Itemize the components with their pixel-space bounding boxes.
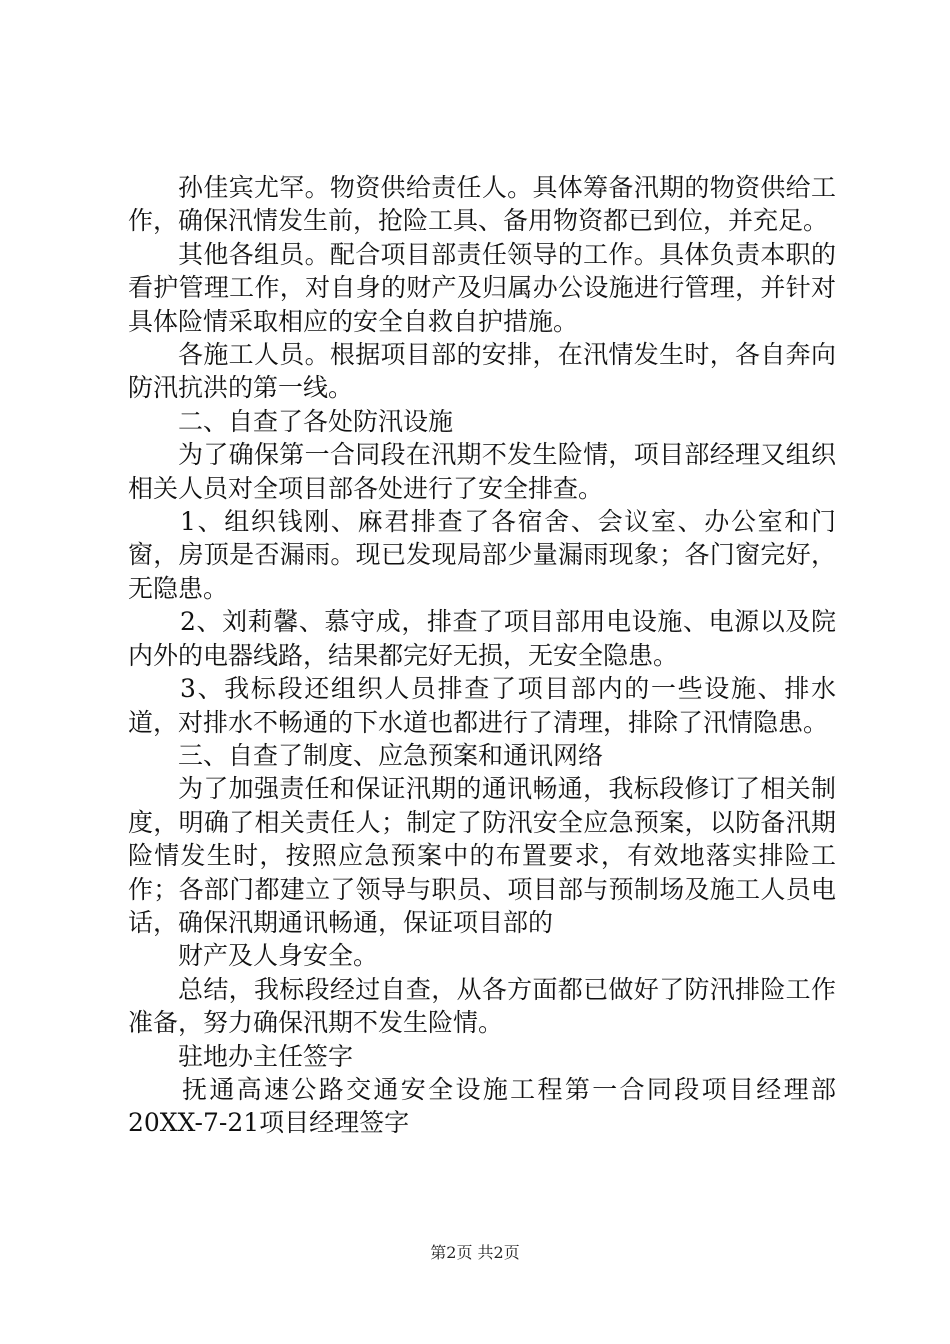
list-item-2: 2、刘莉馨、慕守成，排查了项目部用电设施、电源以及院内外的电器线路，结果都完好无损，无安全隐患。 (128, 607, 836, 670)
signature-project-department: 抚通高速公路交通安全设施工程第一合同段项目经理部20XX-7-21项目经理签字 (128, 1074, 836, 1138)
document-body (128, 171, 836, 1140)
list-item-3: 3、我标段还组织人员排查了项目部内的一些设施、排水道，对排水不畅通的下水道也都进行了清理，排除了汛情隐患。 (128, 674, 836, 737)
signature-office-director: 驻地办主任签字 (178, 1041, 354, 1071)
paragraph-material-supply: 孙佳宾尤罕。物资供给责任人。具体筹备汛期的物资供给工作，确保汛情发生前，抢险工具、备用物资都已到位，并充足。 (128, 173, 836, 236)
section-heading-2: 二、自查了各处防汛设施 (178, 406, 454, 436)
paragraph-other-members: 其他各组员。配合项目部责任领导的工作。具体负责本职的看护管理工作，对自身的财产及归属办公设施进行管理，并针对具体险情采取相应的安全自救自护措施。 (128, 239, 836, 336)
paragraph-communication: 为了加强责任和保证汛期的通讯畅通，我标段修订了相关制度，明确了相关责任人；制定了防汛安全应急预案，以防备汛期险情发生时，按照应急预案中的布置要求，有效地落实排险工作；各部门都建立了领导与职员、项目部与预制场及施工人员电话，确保汛期通讯畅通，保证项目部的 (128, 774, 836, 937)
section-heading-3: 三、自查了制度、应急预案和通讯网络 (178, 740, 604, 770)
paragraph-property-safety: 财产及人身安全。 (178, 941, 379, 971)
paragraph-safety-inspection: 为了确保第一合同段在汛期不发生险情，项目部经理又组织相关人员对全项目部各处进行了安全排查。 (128, 440, 836, 503)
page-number-footer: 第2页 共2页 (430, 1243, 520, 1262)
paragraph-summary: 总结，我标段经过自查，从各方面都已做好了防汛排险工作准备，努力确保汛期不发生险情。 (128, 974, 836, 1038)
list-item-1: 1、组织钱刚、麻君排查了各宿舍、会议室、办公室和门窗，房顶是否漏雨。现已发现局部少量漏雨现象；各门窗完好，无隐患。 (128, 507, 836, 603)
paragraph-construction-staff: 各施工人员。根据项目部的安排，在汛情发生时，各自奔向防汛抗洪的第一线。 (128, 340, 836, 403)
